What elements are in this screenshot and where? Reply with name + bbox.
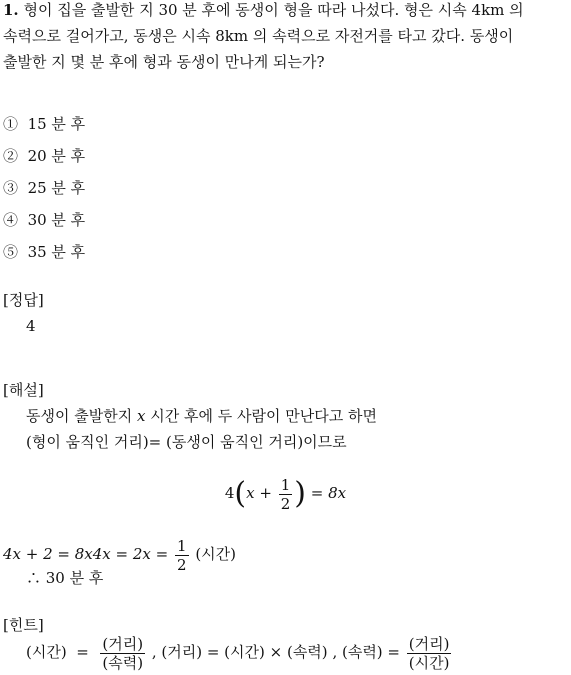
- hint-middle-formula: (거리) = (시간) × (속력): [161, 643, 328, 661]
- explanation-variable: x: [136, 407, 146, 425]
- hint-equals: =: [76, 643, 89, 661]
- question-line-3: 출발한 지 몇 분 후에 형과 동생이 만나게 되는가?: [3, 53, 325, 71]
- question-line-2: 속력으로 걸어가고, 동생은 시속 8km 의 속력으로 자전거를 타고 갔다. 동생이: [3, 27, 514, 45]
- conclusion: ∴ 30 분 후: [26, 569, 104, 587]
- right-paren: ): [294, 476, 306, 511]
- answer-header: [정답]: [3, 291, 44, 309]
- choice-3[interactable]: [3, 178, 85, 198]
- solution-fraction: [175, 537, 189, 574]
- choice-4-marker: ④: [3, 211, 19, 229]
- equation-fraction-numerator: 1: [280, 475, 291, 494]
- choice-1-text: 15 분 후: [27, 115, 86, 133]
- solution-fraction-denominator: 2: [177, 555, 187, 574]
- choice-2[interactable]: [3, 146, 85, 166]
- choice-3-text: 25 분 후: [27, 179, 86, 197]
- solution-fraction-numerator: 1: [177, 536, 187, 555]
- answer-value: 4: [26, 317, 36, 335]
- question-text-1: 형이 집을 출발한 지 30 분 후에 동생이 형을 따라 나섰다. 형은 시속 4km 의: [23, 1, 524, 19]
- equation-lead: 4: [224, 484, 235, 502]
- choice-5-text: 35 분 후: [27, 243, 86, 261]
- hint-formula: [26, 632, 453, 672]
- equation-fraction: [279, 476, 293, 513]
- explanation-line-2: (형이 움직인 거리)= (동생이 움직인 거리)이므로: [26, 433, 347, 451]
- explanation-line-1-pre: 동생이 출발한지: [26, 407, 133, 425]
- hint-fraction-1-denominator: (속력): [102, 653, 144, 672]
- display-equation: [0, 470, 571, 516]
- left-paren: (: [234, 476, 247, 511]
- choice-1[interactable]: [3, 114, 85, 134]
- choice-4-text: 30 분 후: [27, 211, 86, 229]
- hint-fraction-1-numerator: (거리): [102, 634, 144, 653]
- choice-1-marker: ①: [3, 115, 19, 133]
- hint-time-label: (시간): [26, 643, 67, 661]
- choice-2-marker: ②: [3, 147, 19, 165]
- hint-header: [힌트]: [3, 616, 44, 634]
- choice-4[interactable]: [3, 210, 85, 230]
- explanation-header: [해설]: [3, 381, 44, 399]
- choice-5-marker: ⑤: [3, 243, 19, 261]
- choice-2-text: 20 분 후: [27, 147, 86, 165]
- equation-rhs: = 8x: [310, 484, 347, 502]
- explanation-line-1: [26, 406, 377, 426]
- hint-fraction-2-numerator: (거리): [408, 634, 450, 653]
- explanation-line-1-post: 시간 후에 두 사람이 만난다고 하면: [150, 407, 377, 425]
- choice-3-marker: ③: [3, 179, 19, 197]
- solution-unit: (시간): [195, 545, 237, 563]
- hint-fraction-1: [100, 635, 145, 672]
- question-line-1: [3, 0, 524, 20]
- hint-fraction-2: [407, 635, 452, 672]
- choice-5[interactable]: [3, 242, 85, 262]
- equation-fraction-denominator: 2: [280, 494, 291, 513]
- hint-separator-1: ,: [151, 643, 157, 661]
- hint-separator-2: , (속력) =: [332, 643, 400, 661]
- solution-math: 4x + 2 = 8x4x = 2x =: [3, 545, 169, 563]
- equation-plus: +: [259, 484, 272, 502]
- equation-x: x: [246, 484, 255, 502]
- question-number: 1.: [3, 1, 19, 19]
- hint-fraction-2-denominator: (시간): [408, 653, 450, 672]
